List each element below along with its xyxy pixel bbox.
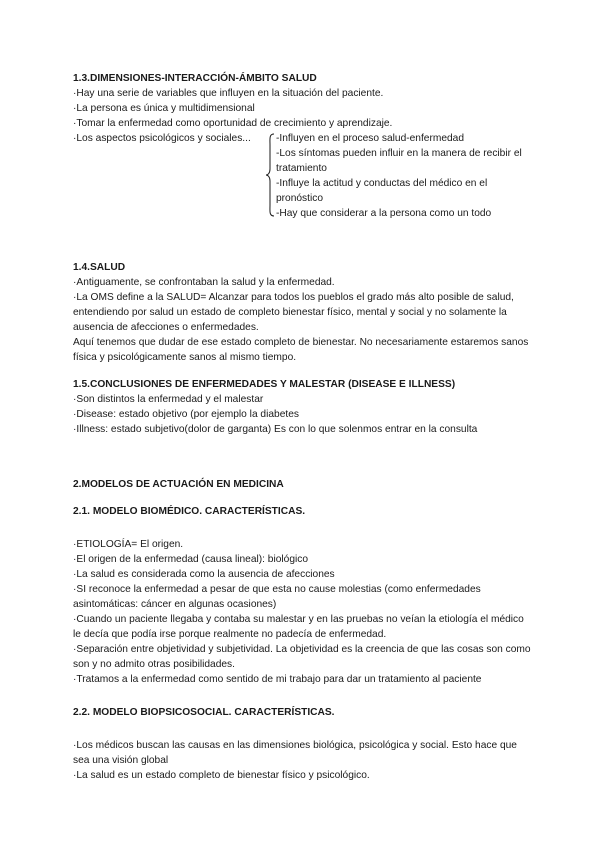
text-paragraph: Aquí tenemos que dudar de ese estado completo de bienestar. No necesariamente estaremos sanos física y psicológicamente sanos al mismo tiempo. bbox=[73, 337, 529, 363]
aspect-item: -Influye la actitud y conductas del médico en el pronóstico bbox=[276, 178, 488, 204]
spacer bbox=[73, 220, 533, 260]
aspect-item: -Hay que considerar a la persona como un todo bbox=[276, 208, 492, 219]
text-line: ·El origen de la enfermedad (causa lineal): biológico bbox=[73, 554, 309, 565]
spacer bbox=[73, 519, 533, 537]
text-line: ·Disease: estado objetivo (por ejemplo la diabetes bbox=[73, 409, 299, 420]
text-line: ·Son distintos la enfermedad y el malestar bbox=[73, 394, 264, 405]
text-paragraph: ·Los médicos buscan las causas en las dimensiones biológica, psicológica y social. Esto hace que sea una visión global bbox=[73, 740, 517, 766]
spacer bbox=[73, 687, 533, 705]
heading-2-1: 2.1. MODELO BIOMÉDICO. CARACTERÍSTICAS. bbox=[73, 506, 306, 517]
text-line: ·La salud es un estado completo de bienestar físico y psicológico. bbox=[73, 770, 370, 781]
aspects-block bbox=[73, 131, 533, 220]
spacer bbox=[73, 720, 533, 738]
heading-1-3: 1.3.DIMENSIONES-INTERACCIÓN-ÁMBITO SALUD bbox=[73, 73, 317, 84]
aspect-item: -Influyen en el proceso salud-enfermedad bbox=[276, 133, 465, 144]
text-paragraph: ·La OMS define a la SALUD= Alcanzar para todos los pueblos el grado más alto posible de salud, entendiendo por salud un estado de completo bienestar físico, mental y social y no solamente la ausencia de afecciones o enfermedades. bbox=[73, 292, 514, 333]
text-paragraph: ·Cuando un paciente llegaba y contaba su malestar y en las pruebas no veían la etiología el médico le decía que podía irse porque realmente no padecía de enfermedad. bbox=[73, 614, 524, 640]
heading-2-2: 2.2. MODELO BIOPSICOSOCIAL. CARACTERÍSTICAS. bbox=[73, 707, 335, 718]
text-line: ·ETIOLOGÍA= El origen. bbox=[73, 539, 184, 550]
text-line: ·Illness: estado subjetivo(dolor de garganta) Es con lo que solenmos entrar en la consulta bbox=[73, 424, 478, 435]
heading-1-4: 1.4.SALUD bbox=[73, 262, 126, 273]
text-line: ·La salud es considerada como la ausencia de afecciones bbox=[73, 569, 335, 580]
heading-1-5: 1.5.CONCLUSIONES DE ENFERMEDADES Y MALESTAR (DISEASE E ILLNESS) bbox=[73, 379, 456, 390]
heading-2: 2.MODELOS DE ACTUACIÓN EN MEDICINA bbox=[73, 479, 284, 490]
spacer bbox=[73, 492, 533, 504]
aspects-lead: ·Los aspectos psicológicos y sociales... bbox=[73, 133, 251, 144]
text-paragraph: ·Separación entre objetividad y subjetividad. La objetividad es la creencia de que las cosas son como son y no admito otras posibilidades. bbox=[73, 644, 531, 670]
spacer bbox=[73, 437, 533, 477]
aspect-item: -Los síntomas pueden influir en la manera de recibir el tratamiento bbox=[276, 148, 522, 174]
document-content bbox=[73, 71, 533, 783]
text-line: ·Tomar la enfermedad como oportunidad de crecimiento y aprendizaje. bbox=[73, 118, 393, 129]
spacer bbox=[73, 365, 533, 377]
text-line: ·Antiguamente, se confrontaban la salud y la enfermedad. bbox=[73, 277, 335, 288]
text-line: ·Hay una serie de variables que influyen en la situación del paciente. bbox=[73, 88, 384, 99]
text-line: ·La persona es única y multidimensional bbox=[73, 103, 255, 114]
text-line: ·Tratamos a la enfermedad como sentido de mi trabajo para dar un tratamiento al paciente bbox=[73, 674, 482, 685]
curly-brace-icon bbox=[265, 133, 275, 217]
aspects-list bbox=[276, 131, 526, 221]
text-paragraph: ·SI reconoce la enfermedad a pesar de que esta no cause molestias (como enfermedades asintomáticas: cáncer en algunas ocasiones) bbox=[73, 584, 481, 610]
